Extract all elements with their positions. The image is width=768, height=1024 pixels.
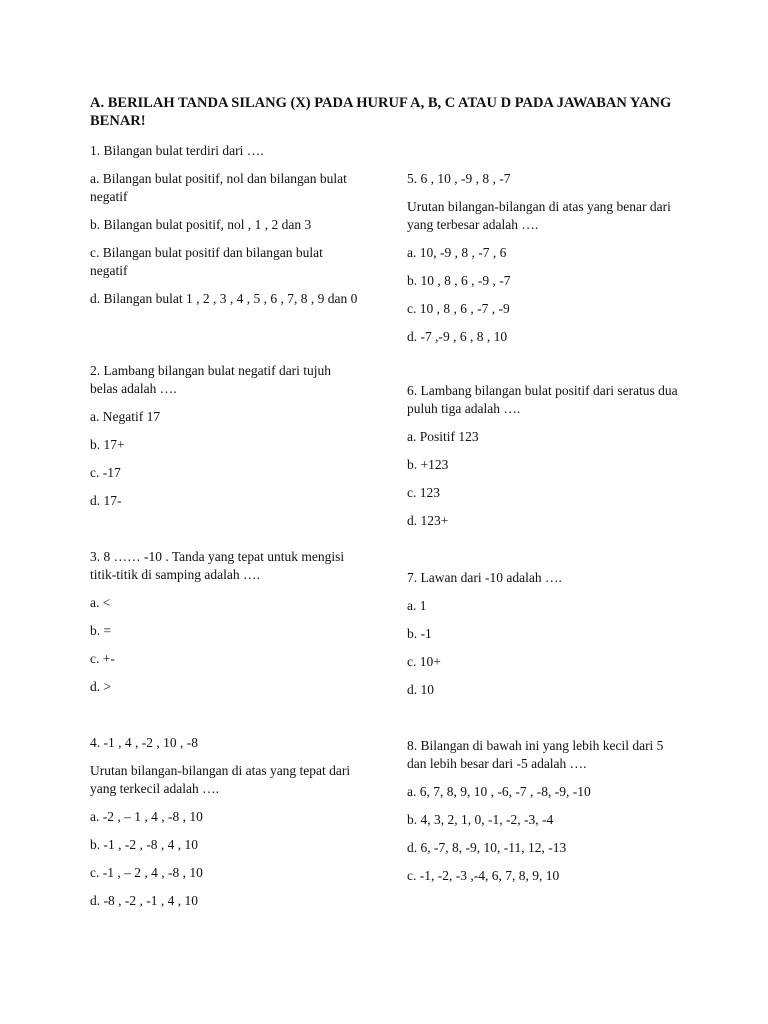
answer-option-d[interactable]: d. Bilangan bulat 1 , 2 , 3 , 4 , 5 , 6 , 7, 8 , 9 dan 0 <box>90 291 358 306</box>
answer-option-b[interactable]: b. +123 <box>407 457 449 472</box>
question-stem: 3. 8 …… -10 . Tanda yang tepat untuk mengisi titik-titik di samping adalah …. <box>90 549 345 582</box>
question-1 <box>90 142 362 308</box>
answer-option-a[interactable]: a. < <box>90 595 111 610</box>
answer-option-d[interactable]: d. -7 ,-9 , 6 , 8 , 10 <box>407 329 508 344</box>
answer-option-b[interactable]: b. 10 , 8 , 6 , -9 , -7 <box>407 273 511 288</box>
answer-option-d[interactable]: d. > <box>90 679 112 694</box>
question-stem: 8. Bilangan di bawah ini yang lebih kecil dari 5 dan lebih besar dari -5 adalah …. <box>407 738 664 771</box>
answer-option-c[interactable]: c. -1 , – 2 , 4 , -8 , 10 <box>90 865 203 880</box>
answer-option-c[interactable]: c. -17 <box>90 465 121 480</box>
answer-option-d[interactable]: d. 123+ <box>407 513 449 528</box>
question-stem: 5. 6 , 10 , -9 , 8 , -7 <box>407 171 511 186</box>
question-2 <box>90 362 362 510</box>
answer-option-d[interactable]: d. 6, -7, 8, -9, 10, -11, 12, -13 <box>407 840 567 855</box>
question-5 <box>407 170 679 346</box>
question-6 <box>407 382 679 530</box>
question-stem: 2. Lambang bilangan bulat negatif dari tujuh belas adalah …. <box>90 363 332 396</box>
answer-option-b[interactable]: b. 17+ <box>90 437 125 452</box>
question-3 <box>90 548 362 696</box>
question-7 <box>407 569 679 699</box>
answer-option-b[interactable]: b. 4, 3, 2, 1, 0, -1, -2, -3, -4 <box>407 812 554 827</box>
answer-option-d[interactable]: d. -8 , -2 , -1 , 4 , 10 <box>90 893 198 908</box>
section-heading: A. BERILAH TANDA SILANG (X) PADA HURUF A, B, C ATAU D PADA JAWABAN YANG BENAR! <box>90 95 672 129</box>
answer-option-b[interactable]: b. -1 <box>407 626 432 641</box>
answer-option-a[interactable]: a. 6, 7, 8, 9, 10 , -6, -7 , -8, -9, -10 <box>407 784 591 799</box>
answer-option-c[interactable]: c. 10+ <box>407 654 441 669</box>
answer-option-a[interactable]: a. Negatif 17 <box>90 409 161 424</box>
answer-option-b[interactable]: b. -1 , -2 , -8 , 4 , 10 <box>90 837 198 852</box>
answer-option-a[interactable]: a. 1 <box>407 598 427 613</box>
answer-option-a[interactable]: a. Positif 123 <box>407 429 479 444</box>
question-stem: 1. Bilangan bulat terdiri dari …. <box>90 143 264 158</box>
question-4 <box>90 734 362 910</box>
answer-option-a[interactable]: a. Bilangan bulat positif, nol dan bilangan bulat negatif <box>90 171 347 204</box>
question-instruction: Urutan bilangan-bilangan di atas yang tepat dari yang terkecil adalah …. <box>90 763 351 796</box>
question-stem: 6. Lambang bilangan bulat positif dari seratus dua puluh tiga adalah …. <box>407 383 678 416</box>
answer-option-b[interactable]: b. Bilangan bulat positif, nol , 1 , 2 dan 3 <box>90 217 312 232</box>
answer-option-c[interactable]: c. +- <box>90 651 115 666</box>
answer-option-d[interactable]: d. 10 <box>407 682 434 697</box>
question-8 <box>407 737 679 885</box>
answer-option-d[interactable]: d. 17- <box>90 493 122 508</box>
answer-option-c[interactable]: c. Bilangan bulat positif dan bilangan bulat negatif <box>90 245 323 278</box>
question-instruction: Urutan bilangan-bilangan di atas yang benar dari yang terbesar adalah …. <box>407 199 671 232</box>
question-stem: 7. Lawan dari -10 adalah …. <box>407 570 562 585</box>
question-stem: 4. -1 , 4 , -2 , 10 , -8 <box>90 735 198 750</box>
answer-option-a[interactable]: a. -2 , – 1 , 4 , -8 , 10 <box>90 809 203 824</box>
answer-option-c[interactable]: c. 10 , 8 , 6 , -7 , -9 <box>407 301 510 316</box>
answer-option-a[interactable]: a. 10, -9 , 8 , -7 , 6 <box>407 245 507 260</box>
answer-option-c[interactable]: c. 123 <box>407 485 440 500</box>
answer-option-b[interactable]: b. = <box>90 623 112 638</box>
answer-option-c[interactable]: c. -1, -2, -3 ,-4, 6, 7, 8, 9, 10 <box>407 868 560 883</box>
